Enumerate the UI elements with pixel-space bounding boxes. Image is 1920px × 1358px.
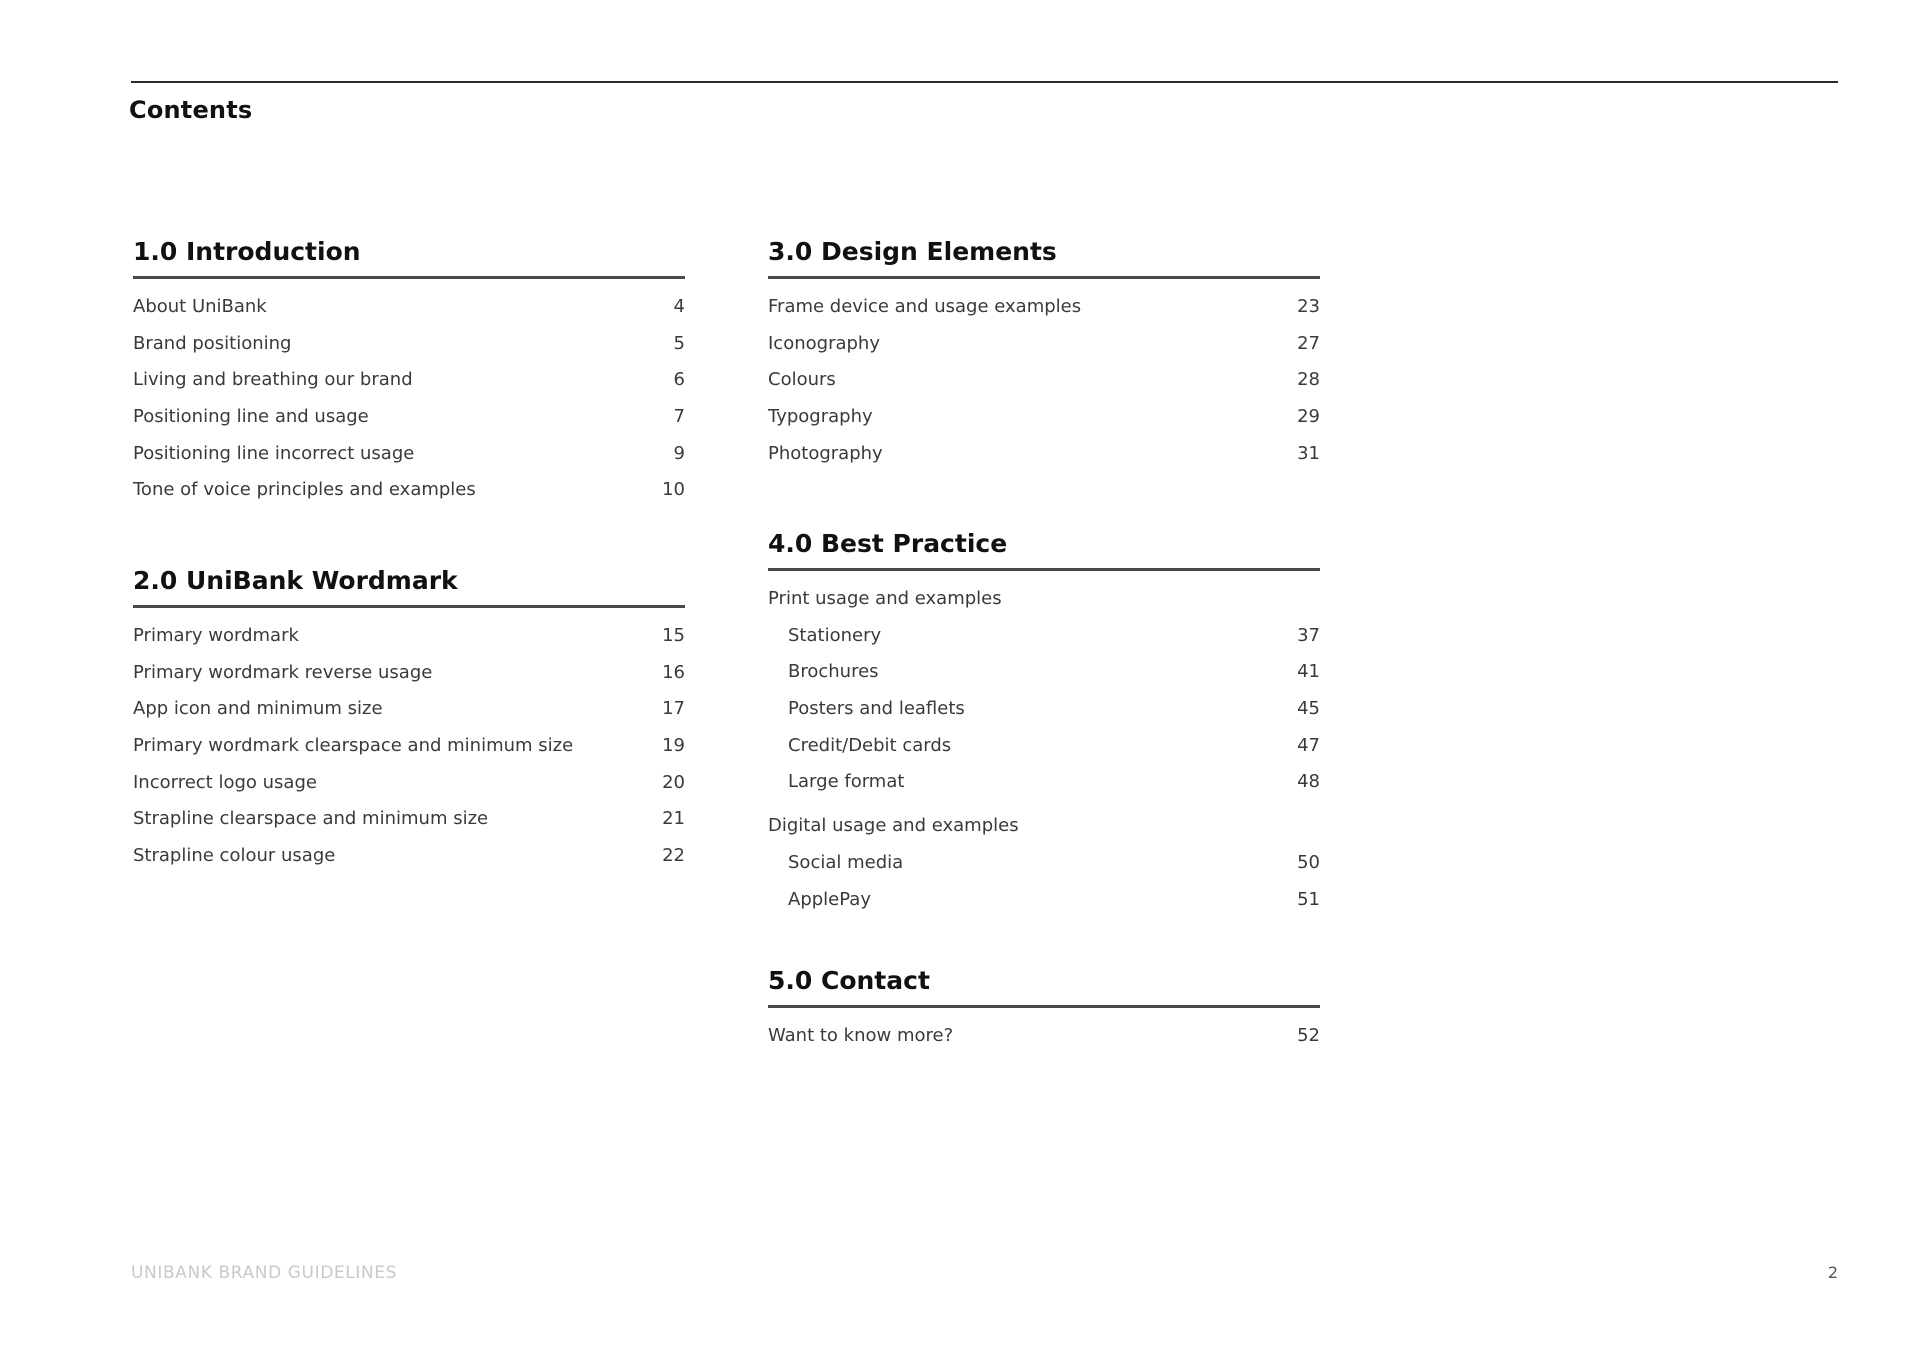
- toc-entry[interactable]: [768, 618, 1320, 655]
- toc-entry-label: Primary wordmark: [133, 625, 299, 646]
- toc-entry-page: 19: [662, 735, 685, 757]
- toc-entry-label: Positioning line incorrect usage: [133, 442, 415, 464]
- toc-entry-page: 15: [662, 625, 685, 646]
- toc-entry-label: Strapline clearspace and minimum size: [133, 808, 489, 830]
- toc-entry-page: 47: [1297, 734, 1320, 756]
- toc-entry-page: 28: [1297, 369, 1320, 391]
- toc-entry-page: 22: [662, 845, 685, 867]
- toc-entry[interactable]: [133, 472, 685, 509]
- toc-entry-page: 51: [1297, 888, 1320, 910]
- toc-entry[interactable]: [768, 362, 1320, 399]
- toc-entry-label: Primary wordmark reverse usage: [133, 661, 433, 683]
- toc-entry[interactable]: [768, 289, 1320, 326]
- toc-entry-page: 41: [1297, 661, 1320, 683]
- toc-entry-label: Posters and leaflets: [788, 698, 965, 720]
- toc-entry-page: 10: [662, 479, 685, 501]
- toc-list: [133, 289, 685, 509]
- toc-entry-page: 20: [662, 771, 685, 793]
- toc-entry-page: 16: [662, 661, 685, 683]
- toc-entry-label: Large format: [788, 771, 905, 793]
- toc-entry-label: Positioning line and usage: [133, 406, 369, 428]
- toc-group-label: Digital usage and examples: [768, 815, 1019, 837]
- toc-list: [768, 289, 1320, 472]
- toc-entry[interactable]: [133, 399, 685, 436]
- toc-entry-page: 27: [1297, 332, 1320, 354]
- section-best-practice: [768, 524, 1320, 918]
- toc-entry[interactable]: [133, 655, 685, 692]
- toc-entry-label: Brochures: [788, 661, 879, 683]
- toc-entry-page: 45: [1297, 698, 1320, 720]
- page-title: Contents: [129, 96, 253, 124]
- toc-entry-label: Colours: [768, 369, 836, 391]
- toc-list: [768, 1018, 1320, 1055]
- toc-entry-label: Want to know more?: [768, 1025, 954, 1046]
- toc-entry-label: Primary wordmark clearspace and minimum size: [133, 735, 574, 757]
- toc-entry-page: 7: [673, 406, 685, 428]
- toc-entry[interactable]: [768, 845, 1320, 882]
- toc-entry[interactable]: [768, 399, 1320, 436]
- toc-entry-label: Typography: [768, 406, 873, 428]
- toc-entry-label: Credit/Debit cards: [788, 734, 952, 756]
- toc-entry[interactable]: [768, 728, 1320, 765]
- toc-entry[interactable]: [133, 728, 685, 765]
- toc-entry-label: Tone of voice principles and examples: [133, 479, 476, 501]
- toc-entry[interactable]: [768, 764, 1320, 801]
- toc-entry-page: 29: [1297, 406, 1320, 428]
- section-heading: 4.0 Best Practice: [768, 529, 1008, 558]
- toc-entry-label: Strapline colour usage: [133, 845, 336, 867]
- toc-entry[interactable]: [768, 691, 1320, 728]
- section-contact: [768, 961, 1320, 1055]
- toc-entry-page: 50: [1297, 851, 1320, 873]
- toc-entry[interactable]: [768, 436, 1320, 473]
- toc-entry-label: Stationery: [788, 624, 882, 646]
- toc-entry-label: About UniBank: [133, 296, 267, 317]
- toc-entry-page: 5: [673, 332, 685, 354]
- toc-entry[interactable]: [133, 618, 685, 655]
- toc-entry-page: 4: [673, 296, 685, 317]
- section-rule: [768, 568, 1320, 571]
- toc-entry-page: 9: [673, 442, 685, 464]
- section-rule: [133, 605, 685, 608]
- toc-entry-label: Photography: [768, 442, 883, 464]
- footer-document-title: UNIBANK BRAND GUIDELINES: [131, 1263, 397, 1283]
- toc-entry[interactable]: [133, 436, 685, 473]
- toc-entry-label: Living and breathing our brand: [133, 369, 413, 391]
- toc-entry-label: Social media: [788, 851, 904, 873]
- section-heading: 2.0 UniBank Wordmark: [133, 566, 458, 595]
- toc-entry[interactable]: [768, 654, 1320, 691]
- toc-entry[interactable]: [768, 326, 1320, 363]
- section-rule: [133, 276, 685, 279]
- toc-list: [133, 618, 685, 875]
- toc-entry-label: Incorrect logo usage: [133, 771, 317, 793]
- group-spacer: [768, 801, 1320, 808]
- toc-entry[interactable]: [133, 691, 685, 728]
- toc-entry[interactable]: [133, 326, 685, 363]
- section-heading: 5.0 Contact: [768, 966, 930, 995]
- toc-entry-page: 48: [1297, 771, 1320, 793]
- toc-entry[interactable]: [133, 289, 685, 326]
- section-heading: 1.0 Introduction: [133, 237, 361, 266]
- toc-entry-label: Brand positioning: [133, 332, 292, 354]
- toc-entry-label: Frame device and usage examples: [768, 296, 1082, 317]
- toc-list: [768, 581, 1320, 918]
- section-rule: [768, 276, 1320, 279]
- toc-entry[interactable]: [133, 801, 685, 838]
- footer-page-number: 2: [1827, 1263, 1838, 1282]
- toc-entry[interactable]: [133, 362, 685, 399]
- toc-entry-page: 17: [662, 698, 685, 720]
- section-wordmark: [133, 561, 685, 875]
- toc-entry-label: App icon and minimum size: [133, 698, 383, 720]
- toc-entry[interactable]: [768, 1018, 1320, 1055]
- section-introduction: [133, 232, 685, 509]
- toc-entry-page: 21: [662, 808, 685, 830]
- toc-entry-page: 37: [1297, 624, 1320, 646]
- toc-group-label: Print usage and examples: [768, 588, 1002, 609]
- toc-entry[interactable]: [133, 838, 685, 875]
- section-design-elements: [768, 232, 1320, 472]
- toc-entry-page: 23: [1297, 296, 1320, 317]
- toc-entry[interactable]: [768, 882, 1320, 919]
- toc-entry-page: 31: [1297, 442, 1320, 464]
- toc-entry-label: Iconography: [768, 332, 880, 354]
- section-rule: [768, 1005, 1320, 1008]
- section-heading: 3.0 Design Elements: [768, 237, 1057, 266]
- toc-entry-label: ApplePay: [788, 888, 871, 910]
- toc-entry-page: 6: [673, 369, 685, 391]
- toc-entry[interactable]: [133, 765, 685, 802]
- toc-entry-page: 52: [1297, 1025, 1320, 1046]
- header-rule: [131, 81, 1838, 83]
